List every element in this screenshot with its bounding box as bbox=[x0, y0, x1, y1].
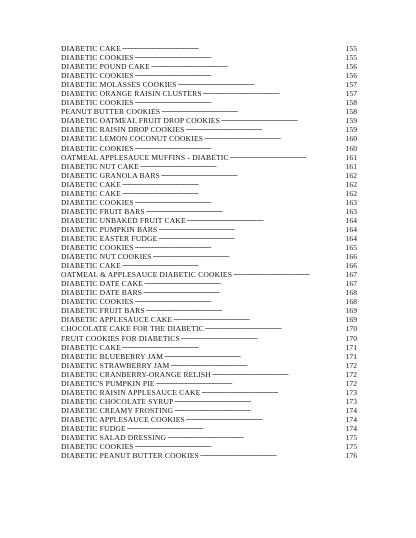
toc-dot-leader bbox=[161, 171, 342, 180]
toc-entry bbox=[61, 98, 357, 107]
toc-entry-title: DIABETIC PEANUT BUTTER COOKIES bbox=[61, 451, 199, 461]
toc-dot-leader bbox=[135, 144, 342, 153]
toc-entry-page-number: 155 bbox=[345, 53, 357, 63]
toc-entry bbox=[61, 297, 357, 306]
toc-dot-leader bbox=[201, 388, 342, 397]
toc-dot-leader bbox=[158, 234, 342, 243]
toc-entry-page-number: 169 bbox=[345, 306, 357, 316]
toc-entry-page-number: 173 bbox=[345, 396, 357, 406]
toc-dot-leader bbox=[161, 107, 342, 116]
toc-entry-title: DIABETIC COOKIES bbox=[61, 98, 134, 108]
toc-entry-page-number: 167 bbox=[345, 270, 357, 280]
toc-entry-page-number: 162 bbox=[345, 188, 357, 198]
toc-entry-title: DIABETIC FRUIT BARS bbox=[61, 306, 145, 316]
toc-entry bbox=[61, 53, 357, 62]
toc-entry-page-number: 174 bbox=[345, 405, 357, 415]
toc-entry bbox=[61, 442, 357, 451]
toc-dot-leader bbox=[144, 279, 342, 288]
toc-dot-leader bbox=[178, 80, 342, 89]
toc-entry bbox=[61, 189, 357, 198]
toc-entry bbox=[61, 71, 357, 80]
toc-entry-page-number: 164 bbox=[345, 215, 357, 225]
toc-dot-leader bbox=[122, 189, 342, 198]
toc-entry-page-number: 161 bbox=[345, 152, 357, 162]
toc-dot-leader bbox=[122, 180, 342, 189]
toc-entry-page-number: 175 bbox=[345, 433, 357, 443]
toc-entry-title: DIABETIC RAISIN APPLESAUCE CAKE bbox=[61, 387, 201, 397]
toc-entry-page-number: 161 bbox=[345, 161, 357, 171]
toc-entry-page-number: 172 bbox=[345, 378, 357, 388]
toc-entry bbox=[61, 261, 357, 270]
toc-dot-leader bbox=[135, 442, 342, 451]
toc-dot-leader bbox=[205, 324, 342, 333]
toc-entry-title: DIABETIC COOKIES bbox=[61, 143, 134, 153]
toc-entry-page-number: 159 bbox=[345, 125, 357, 135]
toc-dot-leader bbox=[146, 207, 342, 216]
toc-entry-title: DIABETIC CAKE bbox=[61, 188, 121, 198]
toc-entry bbox=[61, 44, 357, 53]
toc-entry-title: DIABETIC STRAWBERRY JAM bbox=[61, 360, 170, 370]
toc-entry bbox=[61, 306, 357, 315]
toc-entry bbox=[61, 415, 357, 424]
toc-dot-leader bbox=[143, 288, 342, 297]
toc-dot-leader bbox=[122, 343, 342, 352]
toc-dot-leader bbox=[204, 134, 342, 143]
toc-entry-page-number: 156 bbox=[345, 71, 357, 81]
toc-dot-leader bbox=[173, 315, 342, 324]
toc-dot-leader bbox=[135, 53, 342, 62]
toc-dot-leader bbox=[203, 89, 342, 98]
toc-entry-title: DIABETIC NUT COOKIES bbox=[61, 252, 152, 262]
toc-entry-page-number: 164 bbox=[345, 224, 357, 234]
toc-entry-page-number: 175 bbox=[345, 442, 357, 452]
toc-entry-page-number: 173 bbox=[345, 387, 357, 397]
toc-entry-page-number: 157 bbox=[345, 89, 357, 99]
toc-entry-page-number: 169 bbox=[345, 315, 357, 325]
toc-entry-page-number: 168 bbox=[345, 297, 357, 307]
toc-entry-page-number: 170 bbox=[345, 324, 357, 334]
toc-entry bbox=[61, 225, 357, 234]
toc-entry-title: CHOCOLATE CAKE FOR THE DIABETIC bbox=[61, 324, 204, 334]
toc-entry-title: DIABETIC APPLESAUCE COOKIES bbox=[61, 414, 185, 424]
toc-entry-title: DIABETIC NUT CAKE bbox=[61, 161, 139, 171]
toc-entry bbox=[61, 207, 357, 216]
toc-entry bbox=[61, 252, 357, 261]
toc-entry-title: DIABETIC FRUIT BARS bbox=[61, 206, 145, 216]
toc-dot-leader bbox=[135, 243, 342, 252]
toc-entry-title: FRUIT COOKIES FOR DIABETICS bbox=[61, 333, 180, 343]
toc-entry-page-number: 158 bbox=[345, 107, 357, 117]
toc-entry-page-number: 171 bbox=[345, 351, 357, 361]
toc-entry bbox=[61, 406, 357, 415]
toc-entry-page-number: 168 bbox=[345, 288, 357, 298]
toc-entry bbox=[61, 288, 357, 297]
toc-dot-leader bbox=[170, 361, 342, 370]
toc-dot-leader bbox=[187, 216, 342, 225]
toc-entry-title: PEANUT BUTTER COOKIES bbox=[61, 107, 161, 117]
toc-entry-title: DIABETIC FUDGE bbox=[61, 423, 126, 433]
toc-entry-page-number: 166 bbox=[345, 252, 357, 262]
toc-entry bbox=[61, 171, 357, 180]
toc-entry-title: DIABETIC COOKIES bbox=[61, 442, 134, 452]
toc-dot-leader bbox=[186, 125, 342, 134]
toc-entry-title: DIABETIC CREAMY FROSTING bbox=[61, 405, 174, 415]
toc-entry bbox=[61, 198, 357, 207]
toc-entry-title: DIABETIC MOLASSES COOKIES bbox=[61, 80, 177, 90]
toc-entry-page-number: 159 bbox=[345, 116, 357, 126]
toc-dot-leader bbox=[135, 98, 342, 107]
toc-entry bbox=[61, 107, 357, 116]
toc-entry-title: DIABETIC DATE CAKE bbox=[61, 279, 144, 289]
toc-dot-leader bbox=[174, 397, 342, 406]
toc-entry bbox=[61, 379, 357, 388]
toc-entry-page-number: 176 bbox=[345, 451, 357, 461]
toc-dot-leader bbox=[151, 62, 342, 71]
toc-dot-leader bbox=[127, 424, 342, 433]
toc-entry-page-number: 172 bbox=[345, 360, 357, 370]
toc-entry bbox=[61, 424, 357, 433]
toc-dot-leader bbox=[135, 297, 342, 306]
toc-entry-title: OATMEAL & APPLESAUCE DIABETIC COOKIES bbox=[61, 270, 233, 280]
toc-entry bbox=[61, 62, 357, 71]
toc-entry-title: DIABETIC LEMON COCONUT COOKIES bbox=[61, 134, 204, 144]
toc-entry bbox=[61, 134, 357, 143]
toc-entry-page-number: 158 bbox=[345, 98, 357, 108]
table-of-contents bbox=[61, 44, 357, 460]
toc-entry-page-number: 157 bbox=[345, 80, 357, 90]
toc-entry-page-number: 162 bbox=[345, 170, 357, 180]
toc-entry-title: DIABETIC DATE BARS bbox=[61, 288, 143, 298]
toc-dot-leader bbox=[181, 334, 342, 343]
toc-dot-leader bbox=[140, 162, 342, 171]
toc-entry bbox=[61, 334, 357, 343]
toc-entry bbox=[61, 370, 357, 379]
toc-dot-leader bbox=[200, 451, 342, 460]
toc-entry bbox=[61, 397, 357, 406]
toc-dot-leader bbox=[158, 225, 342, 234]
toc-entry bbox=[61, 270, 357, 279]
toc-entry-page-number: 162 bbox=[345, 179, 357, 189]
toc-entry-page-number: 172 bbox=[345, 369, 357, 379]
toc-entry-page-number: 156 bbox=[345, 62, 357, 72]
toc-entry-page-number: 166 bbox=[345, 261, 357, 271]
toc-entry bbox=[61, 89, 357, 98]
toc-entry-title: OATMEAL APPLESAUCE MUFFINS - DIABETIC bbox=[61, 152, 229, 162]
toc-entry-title: DIABETIC CAKE bbox=[61, 179, 121, 189]
toc-entry-page-number: 160 bbox=[345, 143, 357, 153]
toc-entry bbox=[61, 388, 357, 397]
toc-entry-page-number: 174 bbox=[345, 423, 357, 433]
toc-entry bbox=[61, 315, 357, 324]
toc-entry-title: DIABETIC BLUEBERRY JAM bbox=[61, 351, 164, 361]
toc-entry-page-number: 160 bbox=[345, 134, 357, 144]
toc-entry-title: DIABETIC COOKIES bbox=[61, 243, 134, 253]
toc-dot-leader bbox=[212, 370, 342, 379]
toc-dot-leader bbox=[233, 270, 342, 279]
toc-dot-leader bbox=[164, 352, 342, 361]
toc-dot-leader bbox=[156, 379, 342, 388]
toc-entry-page-number: 170 bbox=[345, 333, 357, 343]
toc-entry-page-number: 163 bbox=[345, 206, 357, 216]
toc-dot-leader bbox=[174, 406, 342, 415]
toc-dot-leader bbox=[146, 306, 342, 315]
toc-entry bbox=[61, 125, 357, 134]
toc-entry bbox=[61, 216, 357, 225]
toc-entry bbox=[61, 80, 357, 89]
toc-entry bbox=[61, 243, 357, 252]
toc-entry-title: DIABETIC EASTER FUDGE bbox=[61, 233, 158, 243]
toc-dot-leader bbox=[153, 252, 342, 261]
toc-entry bbox=[61, 180, 357, 189]
toc-entry bbox=[61, 153, 357, 162]
toc-dot-leader bbox=[167, 433, 342, 442]
toc-entry-title: DIABETIC GRANOLA BARS bbox=[61, 170, 160, 180]
toc-entry-page-number: 171 bbox=[345, 342, 357, 352]
toc-entry-page-number: 163 bbox=[345, 197, 357, 207]
toc-entry-title: DIABETIC CRANBERRY-ORANGE RELISH bbox=[61, 369, 211, 379]
toc-entry-title: DIABETIC COOKIES bbox=[61, 53, 134, 63]
toc-entry-title: DIABETIC POUND CAKE bbox=[61, 62, 150, 72]
toc-entry-page-number: 167 bbox=[345, 279, 357, 289]
toc-entry-title: DIABETIC APPLESAUCE CAKE bbox=[61, 315, 173, 325]
toc-entry-title: DIABETIC UNBAKED FRUIT CAKE bbox=[61, 215, 186, 225]
toc-entry-title: DIABETIC OATMEAL FRUIT DROP COOKIES bbox=[61, 116, 220, 126]
toc-entry-title: DIABETIC CAKE bbox=[61, 44, 121, 53]
toc-entry-page-number: 164 bbox=[345, 233, 357, 243]
toc-entry bbox=[61, 234, 357, 243]
toc-entry bbox=[61, 162, 357, 171]
toc-dot-leader bbox=[230, 153, 342, 162]
toc-entry-title: DIABETIC SALAD DRESSING bbox=[61, 433, 167, 443]
toc-dot-leader bbox=[122, 44, 342, 53]
toc-entry-title: DIABETIC COOKIES bbox=[61, 297, 134, 307]
toc-entry bbox=[61, 433, 357, 442]
toc-dot-leader bbox=[186, 415, 342, 424]
toc-entry bbox=[61, 144, 357, 153]
toc-entry-page-number: 155 bbox=[345, 44, 357, 53]
toc-entry-title: DIABETIC CAKE bbox=[61, 342, 121, 352]
toc-dot-leader bbox=[135, 71, 342, 80]
toc-entry bbox=[61, 343, 357, 352]
toc-dot-leader bbox=[122, 261, 342, 270]
toc-dot-leader bbox=[221, 116, 342, 125]
toc-entry-title: DIABETIC CHOCOLATE SYRUP bbox=[61, 396, 174, 406]
toc-dot-leader bbox=[135, 198, 342, 207]
toc-entry-title: DIABETIC CAKE bbox=[61, 261, 121, 271]
toc-entry bbox=[61, 116, 357, 125]
toc-entry-title: DIABETIC COOKIES bbox=[61, 197, 134, 207]
toc-entry bbox=[61, 324, 357, 333]
toc-entry-title: DIABETIC'S PUMPKIN PIE bbox=[61, 378, 155, 388]
toc-entry bbox=[61, 279, 357, 288]
toc-entry-page-number: 165 bbox=[345, 243, 357, 253]
toc-entry bbox=[61, 352, 357, 361]
toc-entry bbox=[61, 451, 357, 460]
toc-entry bbox=[61, 361, 357, 370]
toc-entry-title: DIABETIC PUMPKIN BARS bbox=[61, 224, 158, 234]
toc-entry-title: DIABETIC RAISIN DROP COOKIES bbox=[61, 125, 185, 135]
toc-entry-title: DIABETIC ORANGE RAISIN CLUSTERS bbox=[61, 89, 202, 99]
toc-entry-page-number: 174 bbox=[345, 414, 357, 424]
toc-entry-title: DIABETIC COOKIES bbox=[61, 71, 134, 81]
